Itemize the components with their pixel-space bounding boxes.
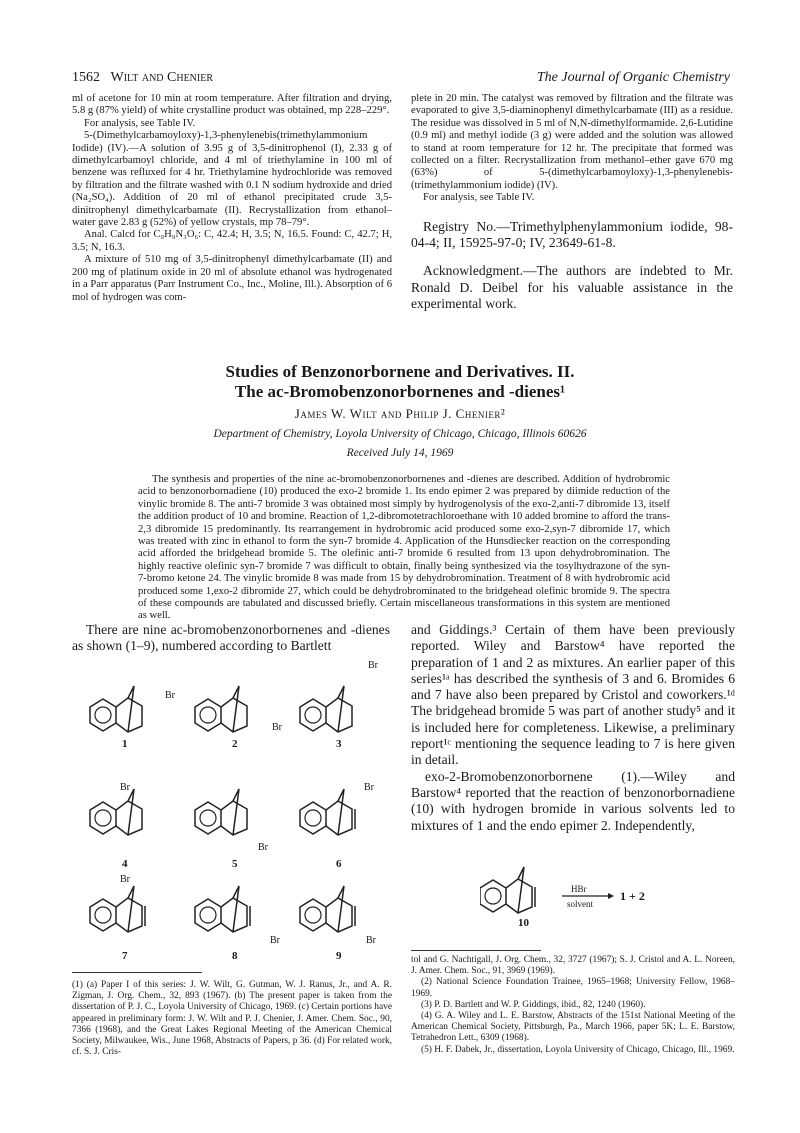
footnote-rule (411, 950, 541, 951)
paragraph: ml of acetone for 10 min at room temperature. After filtration and drying, 5.8 g (87% yield) of white crystalline product was obtained, mp 228–229°. (72, 93, 392, 117)
compound-9 (300, 886, 355, 932)
structures-1-9 (80, 660, 400, 960)
br-label: Br (368, 660, 378, 671)
paragraph: Anal. Calcd for C₉H₉N₃O₆: C, 42.4; H, 3.5; N, 16.5. Found: C, 42.7; H, 3.5; N, 16.3. (72, 229, 392, 253)
compound-label: 8 (232, 950, 238, 962)
abstract: The synthesis and properties of the nine ac-bromobenzonorbornenes and -dienes are described. Addition of hydrobromic acid to benzonorbornadiene (10) produced the exo-2 bromide 1. Its endo epimer 2 was prepared by diimide reduction of the vinylic bromide 8. The anti-7 bromide 3 was obtained most simply by hydrogenolysis of the exo-2,anti-7 dibromide 13, itself the addition product of 10 and bromine. Reaction of 1,2-dibromotetrachloroethane with 10 added bromine to afford the trans-2,3 dibromide 15 predominantly. Its rearrangement in hydrobromic acid produced some exo-2,syn-7 dibromide 17, which was treated with zinc in ethanol to form the syn-7 bromide 4. Application of the Hunsdiecker reaction on the corresponding acid afforded the bridgehead bromide 5. The olefinic anti-7 bromide 6 resulted from 13 upon dehydrobromination. The highly reactive olefinic syn-7 bromide 7 was difficult to obtain, finally being synthesized via the tosylhydrazone of the syn-7-bromo ketone 24. The vinylic bromide 8 was made from 15 by dehydrobromination. Treatment of 8 with hydrobromic acid produced some 1,exo-2 dibromide 27, which could be dehydrobrominated to the bridgehead olefinic bromide 9. The spectra of these compounds are tabulated and discussed briefly. Certain miscellaneous transformations in this system are mentioned as well. (138, 474, 670, 622)
received-date: Received July 14, 1969 (346, 447, 454, 459)
br-label: Br (120, 782, 130, 793)
compound-1 (90, 686, 142, 732)
compound-label: 2 (232, 738, 238, 750)
compound-label: 3 (336, 738, 342, 750)
body-left-column: There are nine ac-bromobenzonorbornenes and -dienes as shown (1–9), numbered according to Bartlett (72, 622, 390, 654)
paragraph: exo-2-Bromobenzonorbornene (1).—Wiley and Barstow⁴ reported that the reaction of benzonorbornadiene (10) with hydrogen bromide in various solvents led to mixtures of 1 and the endo epimer 2. Independently, (411, 768, 735, 833)
page-header-left (72, 70, 213, 86)
scheme-compound-label: 10 (518, 917, 529, 929)
compound-4 (90, 789, 142, 835)
br-label: Br (270, 935, 280, 946)
scheme-reagent: HBr (571, 884, 587, 894)
page-number: 1562 (72, 70, 100, 85)
acknowledgment: Acknowledgment.—The authors are indebted to Mr. Ronald D. Deibel for his valuable assistance in the experimental work. (411, 263, 733, 311)
footnotes-left: (1) (a) Paper I of this series: J. W. Wilt, G. Gutman, W. J. Ranus, Jr., and A. R. Zigman, J. Org. Chem., 32, 893 (1967). (b) The present paper is taken from the dissertation of P. J. C., Loyola University of Chicago, 1969. (c) Certain portions have appeared in preliminary form: J. W. Wilt and P. J. Chenier, J. Amer. Chem. Soc., 90, 7366 (1968), and the Great Lakes Regional Meeting of the American Chemical Society, Milwaukee, Wis., June 1968, Abstracts of Papers, p 36. (d) For related work, cf. S. J. Cris- (72, 980, 392, 1058)
article-authors: James W. Wilt and Philip J. Chenier² (294, 406, 506, 421)
paragraph: A mixture of 510 mg of 3,5-dinitrophenyl dimethylcarbamate (II) and 200 mg of platinum oxide in 20 ml of absolute ethanol was hydrogenated in a Parr apparatus (Parr Instrument Co., Inc., Moline, Ill.). Absorption of 6 mol of hydrogen was com- (72, 254, 392, 303)
br-label: Br (366, 935, 376, 946)
reaction-scheme (480, 855, 720, 935)
footnote: (3) P. D. Bartlett and W. P. Giddings, ibid., 82, 1240 (1960). (421, 999, 646, 1010)
compound-3 (300, 686, 352, 732)
br-label: Br (165, 690, 175, 701)
compound-label: 4 (122, 858, 128, 870)
compound-6 (300, 789, 355, 835)
footnotes-right (411, 955, 735, 1056)
footnote: tol and G. Nachtigall, J. Org. Chem., 32, 3727 (1967); S. J. Cristol and A. L. Noreen, J. Amer. Chem. Soc., 91, 3969 (1969). (411, 955, 735, 977)
footnote: (4) G. A. Wiley and L. E. Barstow, Abstracts of the 151st National Meeting of the American Chemical Society, Pittsburgh, Pa., March 1966, paper 5K; L. E. Barstow, Tetrahedron Lett., 6309 (1968). (411, 1011, 735, 1044)
br-label: Br (364, 782, 374, 793)
scheme-products: 1 + 2 (620, 889, 645, 903)
br-label: Br (272, 722, 282, 733)
compound-label: 5 (232, 858, 238, 870)
compound-8 (195, 886, 250, 932)
affiliation: Department of Chemistry, Loyola University of Chicago, Chicago, Illinois 60626 (213, 428, 587, 440)
compound-label: 7 (122, 950, 128, 962)
registry-numbers: Registry No.—Trimethylphenylammonium iodide, 98-04-4; II, 15925-97-0; IV, 23649-61-8. (411, 218, 733, 250)
scheme-solvent: solvent (567, 899, 593, 909)
footnote-rule (72, 972, 202, 973)
running-authors: Wilt and Chenier (110, 70, 214, 85)
footnote: (2) National Science Foundation Trainee, 1965–1968; University Fellow, 1968–1969. (411, 977, 735, 999)
compound-10 (480, 867, 535, 913)
paragraph: For analysis, see Table IV. (423, 192, 535, 204)
compound-2 (195, 686, 247, 732)
body-right-column (411, 622, 735, 834)
compound-label: 1 (122, 738, 128, 750)
prev-article-left-column (72, 93, 392, 304)
journal-name: The Journal of Organic Chemistry (536, 70, 730, 85)
br-label: Br (258, 842, 268, 853)
compound-5 (195, 789, 247, 835)
prev-article-right-column (411, 93, 733, 312)
paragraph: and Giddings.³ Certain of them have been previously reported. Wiley and Barstow⁴ have reported the preparation of 1 and 2 as mixtures. An earlier paper of this series¹ᵃ has described the synthesis of 3 and 6. Bromides 6 and 7 have also been prepared by Cristol and coworkers.¹ᵈ The bridgehead bromide 5 was part of another study⁵ and it is included here for completeness. Likewise, a preliminary report¹ᶜ mentioning the sequence leading to 7 is here given in detail. (411, 622, 735, 768)
title-line-1: Studies of Benzonorbornene and Derivatives. II. (225, 362, 575, 381)
title-line-2: The ac-Bromobenzonorbornenes and -dienes¹ (234, 382, 566, 401)
footnote: (5) H. F. Dabek, Jr., dissertation, Loyola University of Chicago, Chicago, Ill., 1969. (421, 1044, 735, 1055)
compound-label: 9 (336, 950, 342, 962)
compound-label: 6 (336, 858, 342, 870)
compound-7 (90, 886, 145, 932)
paragraph: For analysis, see Table IV. (84, 117, 196, 129)
paragraph: 5-(Dimethylcarbamoyloxy)-1,3-phenylenebis(trimethylammonium Iodide) (IV).—A solution of 3.95 g of 3,5-dinitrophenol (I), 2.33 g of dimethylcarbamoyl chloride, and 4 ml of triethylamine in 100 ml of benzene was refluxed for 4 hr. Triethylamine hydrochloride was removed by filtration and the filtrate washed with 0.1 N sodium hydroxide and dried (Na₂SO₄). Addition of 20 ml of ethanol precipitated crude 3,5-dinitrophenyl dimethylcarbamate (II). Recrystallization from ethanol–water gave 2.83 g (52%) of yellow crystals, mp 78–79°. (72, 130, 392, 229)
br-label: Br (120, 874, 130, 885)
paragraph: plete in 20 min. The catalyst was removed by filtration and the filtrate was evaporated to give 3,5-diaminophenyl dimethylcarbamate (III) as a residue. The residue was dissolved in 5 ml of N,N-dimethylformamide. 2,6-Lutidine (0.9 ml) and methyl iodide (3 g) were added and the solution was allowed to stand at room temperature for 12 hr. The precipitate that formed was collected on a filter. Recrystallization from methanol–ether gave 670 mg (63%) of 5-(dimethylcarbamoyloxy)-1,3-phenylenebis-(trimethylammonium iodide) (IV). (411, 93, 733, 191)
article-title (0, 362, 800, 402)
